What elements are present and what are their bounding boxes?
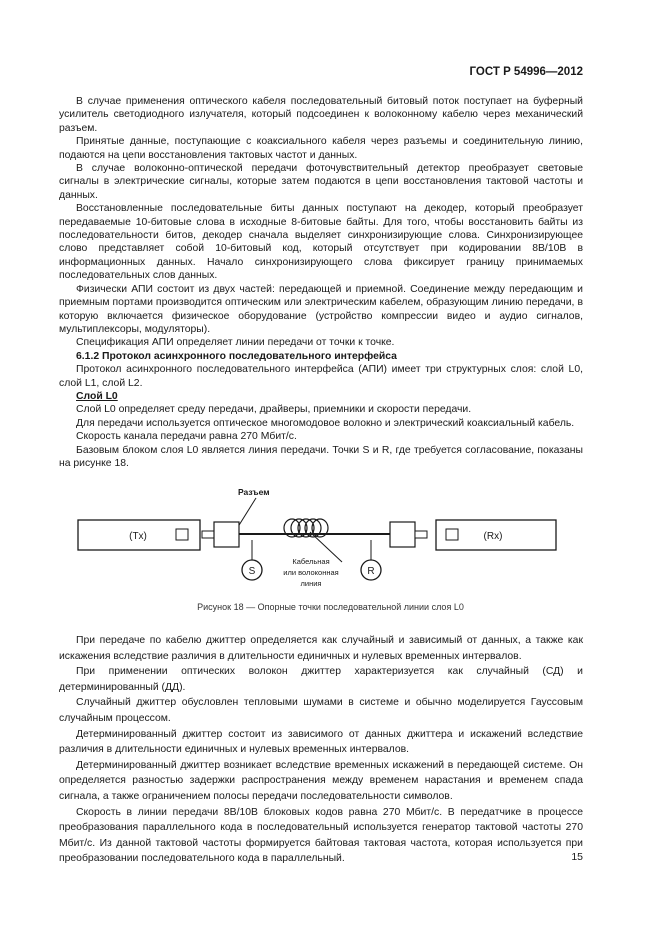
paragraph: Скорость канала передачи равна 270 Мбит/с. bbox=[76, 431, 297, 443]
rx-port bbox=[446, 529, 458, 540]
connector-label: Разъем bbox=[238, 487, 270, 497]
point-r-label: R bbox=[367, 566, 375, 577]
figure-caption: Рисунок 18 — Опорные точки последовательной линии слоя L0 bbox=[197, 602, 464, 612]
cable-label-line-2: или волоконная bbox=[283, 568, 339, 577]
paragraph: В случае волоконно-оптической передачи фоточувствительный детектор преобразует световые сигналы в электрические сигналы, которые затем подаются в цепи восстановления тактовой частоты и данных. bbox=[59, 163, 583, 201]
standard-header: ГОСТ Р 54996—2012 bbox=[469, 66, 583, 78]
right-connector bbox=[390, 522, 415, 547]
layer-heading: Слой L0 bbox=[76, 390, 118, 402]
left-plug bbox=[202, 531, 214, 538]
paragraph: Слой L0 определяет среду передачи, драйверы, приемники и скорости передачи. bbox=[76, 404, 472, 416]
point-s-label: S bbox=[248, 566, 256, 577]
paragraph: Физически АПИ состоит из двух частей: передающей и приемной. Соединение между передающим и приемным портами производится оптическим или электрическим кабелем, образующим линию передачи, в которую включается физическое оборудование (устройство компрессии видео и аудио сигналов, мультиплексоры, модуляторы). bbox=[59, 283, 583, 335]
paragraph: Скорость в линии передачи 8B/10B блоковых кодов равна 270 Мбит/с. В передатчике в процессе преобразования параллельного кода в последовательный используется генератор тактовой частоты 270 Мбит/с. Из данной тактовой частоты формируется байтовая тактовая частота, которая используется при преобразовании последовательного кода в параллельный. bbox=[59, 806, 583, 865]
left-connector bbox=[214, 522, 239, 547]
cable-label-line-1: Кабельная bbox=[292, 557, 330, 566]
paragraph: Детерминированный джиттер состоит из зависимого от данных джиттера и искажений вследствие различия в длительности единичных и нулевых временных интервалов. bbox=[59, 728, 583, 756]
cable-label-line-3: линия bbox=[300, 579, 322, 588]
text-block-2 bbox=[59, 633, 583, 867]
paragraph: Базовым блоком слоя L0 является линия передачи. Точки S и R, где требуется согласование, показаны на рисунке 18. bbox=[59, 444, 583, 469]
paragraph: Принятые данные, поступающие с коаксиального кабеля через разъемы и соединительную линию, подаются на цепи восстановления тактовых частот и данных. bbox=[59, 136, 583, 161]
paragraph: В случае применения оптического кабеля последовательный битовый поток поступает на буферный усилитель светодиодного излучателя, который подсоединен к волоконному кабелю через механический разъем. bbox=[59, 96, 583, 134]
paragraph: Случайный джиттер обусловлен тепловыми шумами в системе и обычно моделируется Гауссовым случайным процессом. bbox=[59, 697, 583, 724]
paragraph: Восстановленные последовательные биты данных поступают на декодер, который преобразует передаваемые 10-битовые слова в исходные 8-битовые байты. Для того, чтобы восстановить байты из последовательности битов, декодер сначала выделяет синхронизирующие слова. Синхронизирующее слово представляет собой 10-битовый код, который отсутствует при кодировании 8B/10B в информационных данных. Начало синхронизирующего слова фиксирует границу принимаемых последовательных слов данных. bbox=[59, 203, 583, 282]
paragraph: Спецификация АПИ определяет линии передачи от точки к точке. bbox=[76, 337, 395, 349]
paragraph: При передаче по кабелю джиттер определяется как случайный и зависимый от данных, а также как искажения вследствие различия в длительности единичных и нулевых временных интервалов. bbox=[59, 635, 583, 662]
tx-port bbox=[176, 529, 188, 540]
tx-label: (Tx) bbox=[129, 531, 147, 542]
right-plug bbox=[415, 531, 427, 538]
paragraph: Детерминированный джиттер возникает вследствие временных искажений в передающей системе. Он определяется разностью задержки распространения между временем нарастания и временем спада сигнала, а также ограничением полосы передачи последовательности символов. bbox=[59, 759, 583, 802]
paragraph: Для передачи используется оптическое многомодовое волокно и электрический коаксиальный кабель. bbox=[76, 417, 575, 429]
section-heading: 6.1.2 Протокол асинхронного последовательного интерфейса bbox=[76, 350, 397, 362]
rx-label: (Rx) bbox=[483, 531, 503, 542]
paragraph: Протокол асинхронного последовательного интерфейса (АПИ) имеет три структурных слоя: слой L0, слой L1, слой L2. bbox=[59, 364, 583, 389]
page-number: 15 bbox=[571, 851, 583, 863]
paragraph: При применении оптических волокон джиттер характеризуется как случайный (СД) и детерминированный (ДД). bbox=[59, 666, 583, 693]
figure-18-diagram bbox=[0, 484, 661, 602]
text-block-1 bbox=[59, 95, 583, 470]
